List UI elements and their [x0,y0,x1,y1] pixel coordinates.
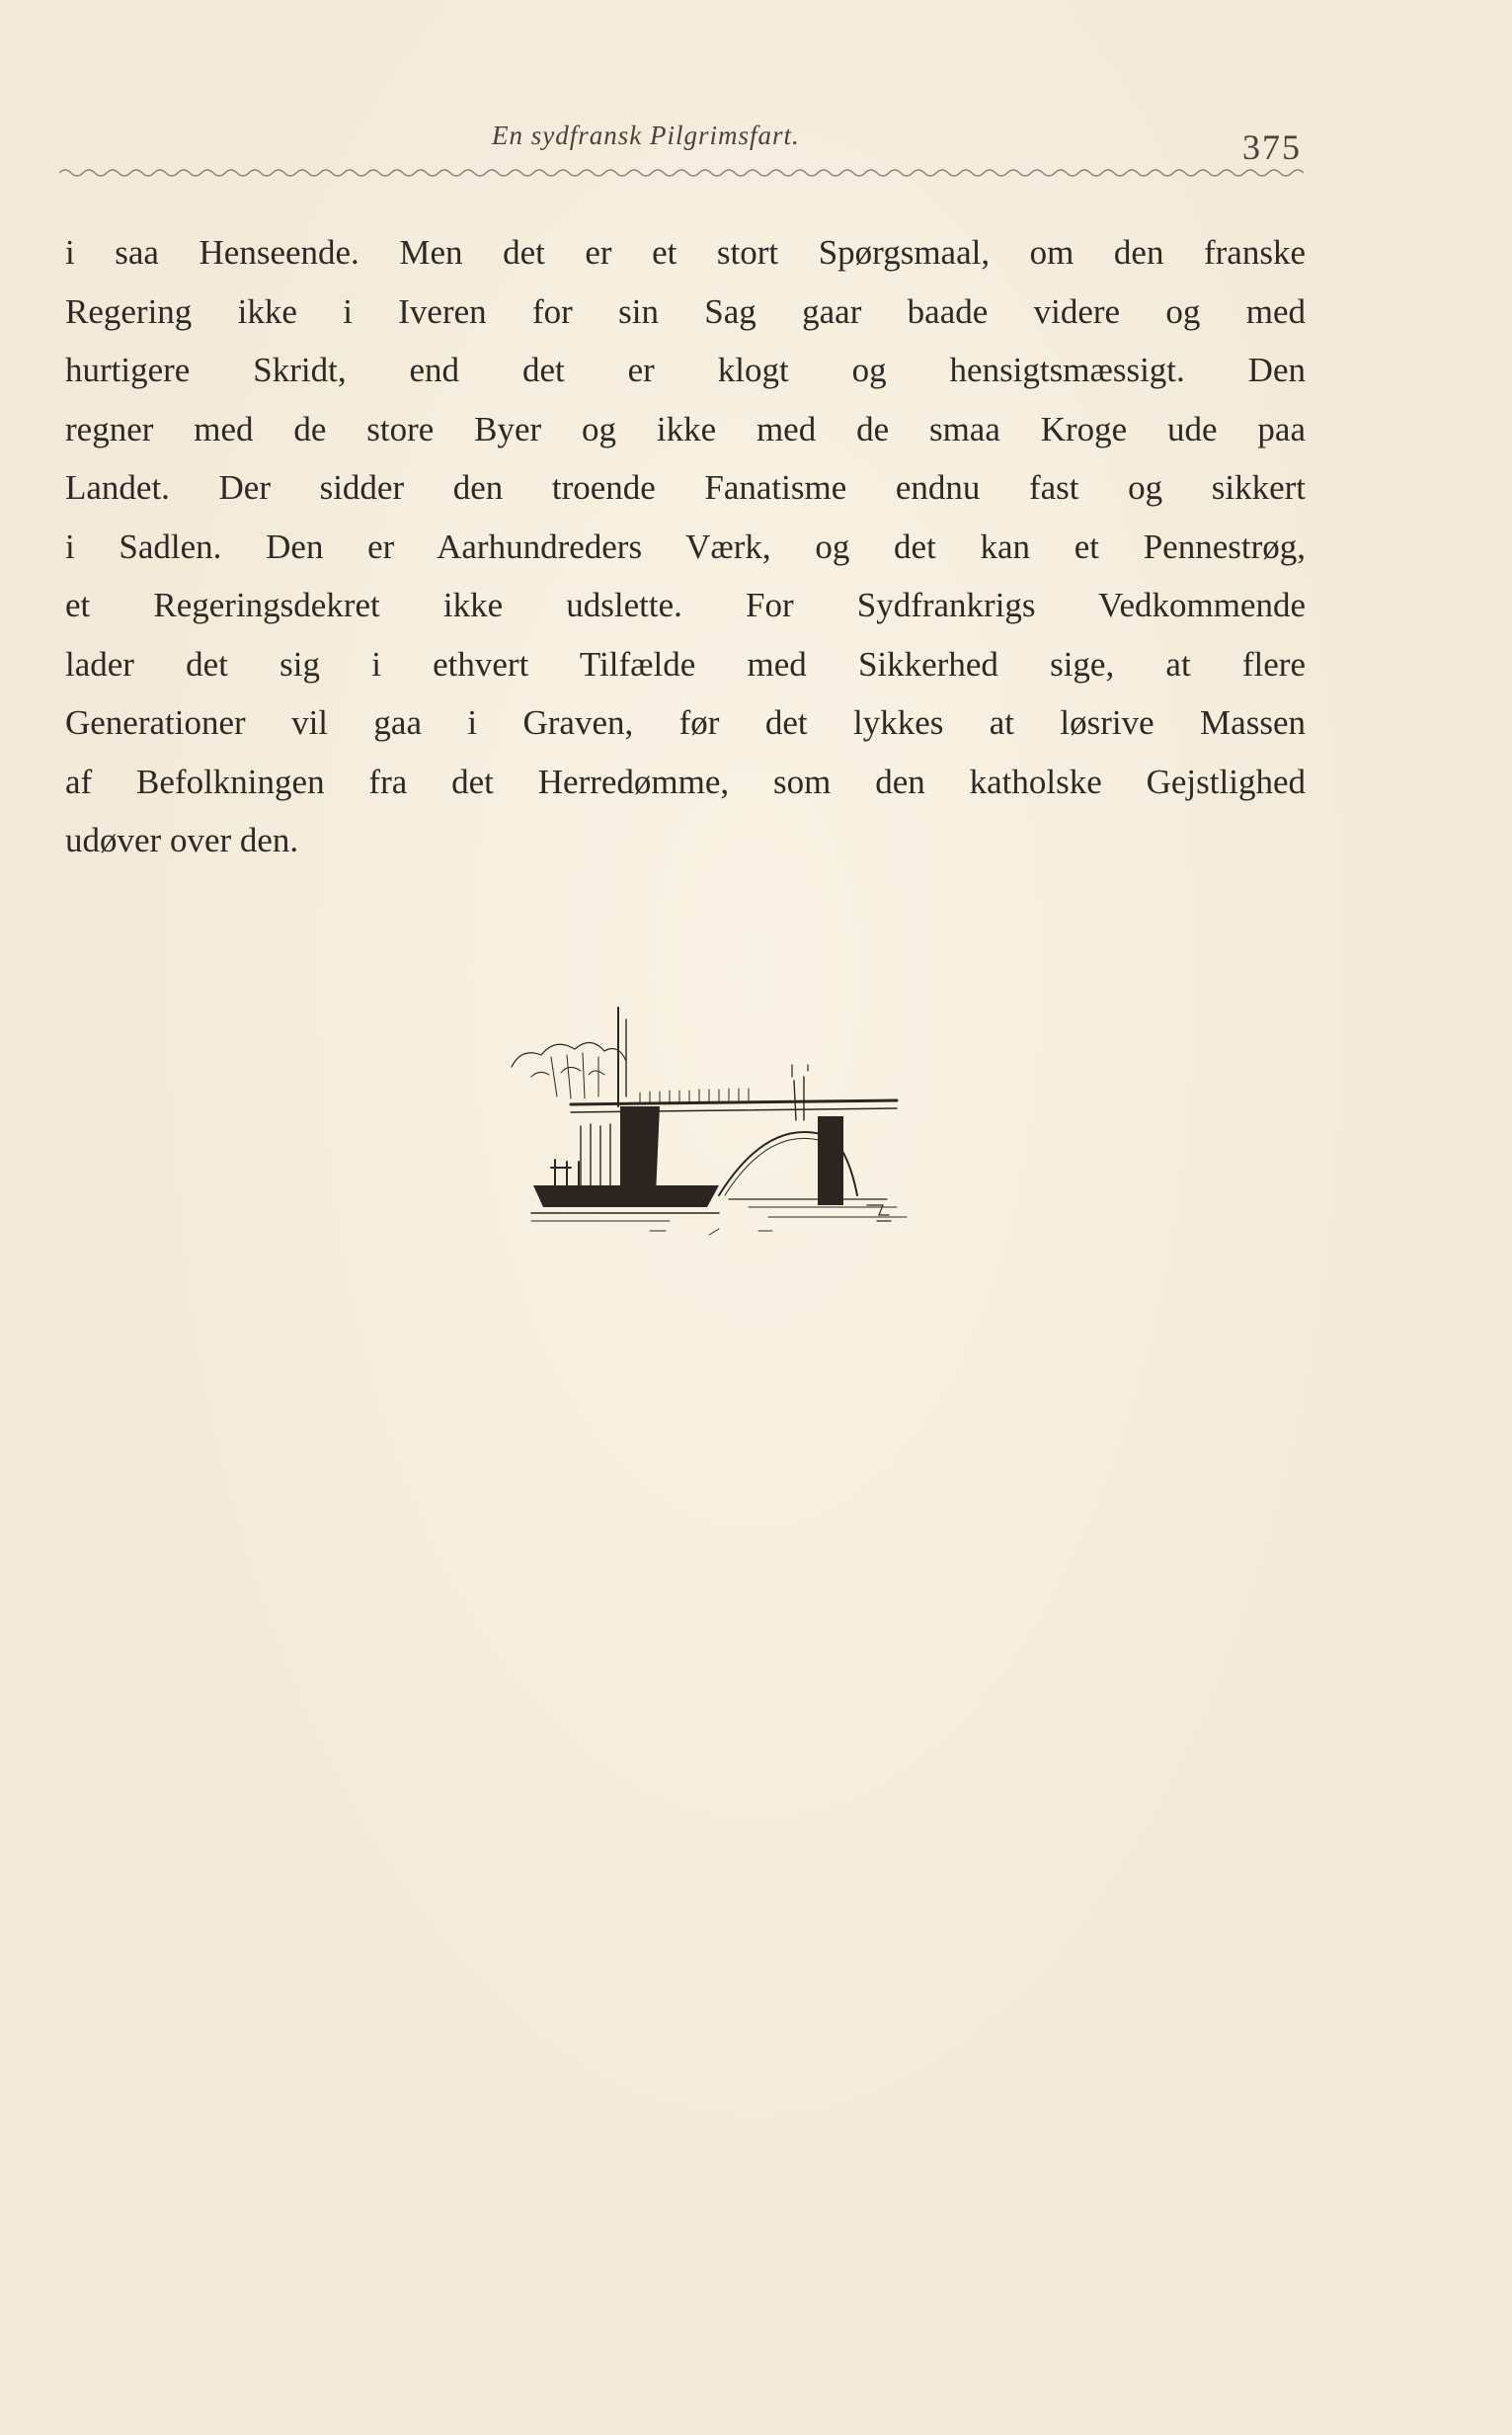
text-line: hurtigere Skridt, end det er klogt og hensigtsmæssigt. Den [65,351,1306,389]
running-title: En sydfransk Pilgrimsfart. [492,121,800,150]
text-line: af Befolkningen fra det Herredømme, som den katholske Gejstlighed [65,762,1306,801]
text-line: et Regeringsdekret ikke udslette. For Sydfrankrigs Vedkommende [65,586,1306,624]
text-line: regner med de store Byer og ikke med de smaa Kroge ude paa [65,409,1306,448]
page-number: 375 [1242,127,1302,167]
bridge-vignette-icon [472,998,911,1245]
text-line: i saa Henseende. Men det er et stort Spørgsmaal, om den franske [65,233,1306,272]
running-head [0,117,1512,167]
text-line: Generationer vil gaa i Graven, før det lykkes at løsrive Massen [65,703,1306,742]
text-line: Landet. Der sidder den troende Fanatisme endnu fast og sikkert [65,468,1306,507]
text-line: udøver over den. [65,821,299,859]
body-text [65,223,1306,870]
text-line: Regering ikke i Iveren for sin Sag gaar baade videre og med [65,291,1306,331]
text-line: i Sadlen. Den er Aarhundreders Værk, og det kan et Pennestrøg, [65,527,1306,566]
decorative-wavy-rule [59,163,1304,179]
text-line: lader det sig i ethvert Tilfælde med Sikkerhed sige, at flere [65,644,1306,684]
